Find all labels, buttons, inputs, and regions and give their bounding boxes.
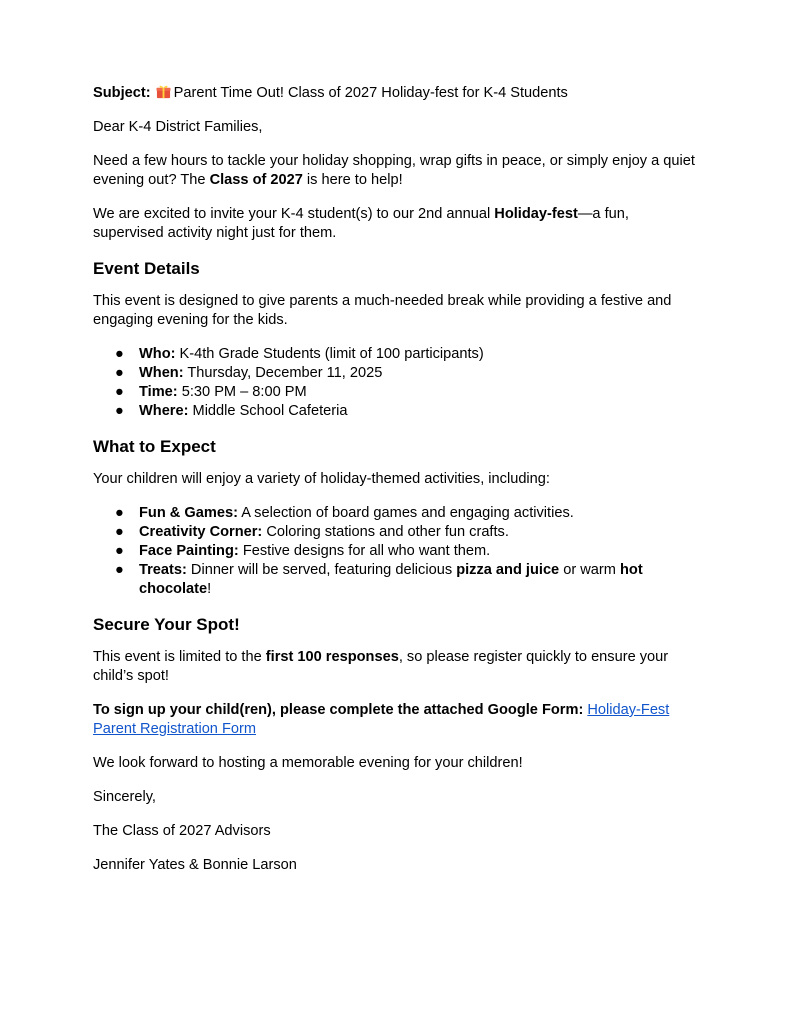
intro-paragraph-2 — [93, 205, 703, 243]
bullet-icon: ● — [115, 403, 124, 419]
treats-text-a: Dinner will be served, featuring delicious — [190, 562, 457, 578]
list-item — [93, 402, 703, 421]
intro1-bold: Class of 2027 — [209, 172, 303, 188]
signup-paragraph — [93, 701, 703, 739]
secure-spot-heading: Secure Your Spot! — [93, 615, 240, 634]
item-text: Thursday, December 11, 2025 — [187, 365, 383, 381]
intro1-text-b: is here to help! — [302, 172, 403, 188]
bullet-icon: ● — [115, 524, 124, 540]
closing-names: Jennifer Yates & Bonnie Larson — [93, 857, 297, 873]
event-details-description: This event is designed to give parents a much-needed break while providing a festive and engaging evening for the kids. — [93, 293, 672, 328]
bullet-icon: ● — [115, 346, 124, 362]
treats-text-c: ! — [207, 581, 212, 597]
item-text: 5:30 PM – 8:00 PM — [181, 384, 307, 400]
email-body — [93, 84, 703, 890]
bullet-icon: ● — [115, 543, 124, 559]
closing-forward: We look forward to hosting a memorable evening for your children! — [93, 755, 523, 771]
intro1-text-a: Need a few hours to tackle your holiday shopping, wrap gifts in peace, or simply enjoy a quiet evening out? The — [93, 153, 695, 188]
item-label: Creativity Corner: — [139, 524, 263, 540]
registration-form-link[interactable]: Holiday-Fest Parent Registration Form — [93, 702, 670, 737]
item-text: Festive designs for all who want them. — [242, 543, 491, 559]
event-details-heading: Event Details — [93, 259, 200, 278]
limit-paragraph — [93, 648, 703, 686]
item-label: When: — [139, 365, 184, 381]
item-text: Coloring stations and other fun crafts. — [266, 524, 509, 540]
list-item — [93, 504, 703, 523]
activities-list — [93, 504, 703, 599]
list-item — [93, 383, 703, 402]
subject-label: Subject: — [93, 85, 151, 101]
item-label: Time: — [139, 384, 178, 400]
intro-paragraph-1 — [93, 152, 703, 190]
limit-text-b: , so please register quickly to ensure your child’s spot! — [93, 649, 669, 684]
treats-bold-a: pizza and juice — [456, 562, 560, 578]
bullet-icon: ● — [115, 505, 124, 521]
event-details-list — [93, 345, 703, 421]
treats-bold-b: hot chocolate — [139, 562, 643, 597]
what-to-expect-heading: What to Expect — [93, 437, 216, 456]
limit-text-a: This event is limited to the — [93, 649, 266, 665]
gift-icon — [156, 84, 171, 99]
list-item — [93, 523, 703, 542]
item-text: K-4th Grade Students (limit of 100 participants) — [179, 346, 484, 362]
item-label: Fun & Games: — [139, 505, 238, 521]
closing-advisors: The Class of 2027 Advisors — [93, 823, 271, 839]
what-to-expect-description: Your children will enjoy a variety of holiday-themed activities, including: — [93, 471, 550, 487]
intro2-text-a: We are excited to invite your K-4 student(s) to our 2nd annual — [93, 206, 495, 222]
list-item — [93, 345, 703, 364]
greeting: Dear K-4 District Families, — [93, 119, 263, 135]
signup-instruction: To sign up your child(ren), please complete the attached Google Form: — [93, 702, 584, 718]
item-label: Face Painting: — [139, 543, 239, 559]
bullet-icon: ● — [115, 562, 124, 578]
bullet-icon: ● — [115, 365, 124, 381]
list-item — [93, 364, 703, 383]
bullet-icon: ● — [115, 384, 124, 400]
item-label: Where: — [139, 403, 189, 419]
intro2-bold: Holiday-fest — [494, 206, 578, 222]
list-item — [93, 542, 703, 561]
intro2-text-b: —a fun, supervised activity night just for them. — [93, 206, 629, 241]
subject-line — [93, 84, 703, 103]
treats-text-b: or warm — [559, 562, 620, 578]
item-text: Middle School Cafeteria — [192, 403, 348, 419]
list-item — [93, 561, 703, 599]
item-text: A selection of board games and engaging activities. — [241, 505, 574, 521]
closing-sincerely: Sincerely, — [93, 789, 156, 805]
limit-bold: first 100 responses — [265, 649, 399, 665]
item-label: Who: — [139, 346, 176, 362]
item-label: Treats: — [139, 562, 187, 578]
subject-text: Parent Time Out! Class of 2027 Holiday-fest for K-4 Students — [173, 85, 568, 101]
